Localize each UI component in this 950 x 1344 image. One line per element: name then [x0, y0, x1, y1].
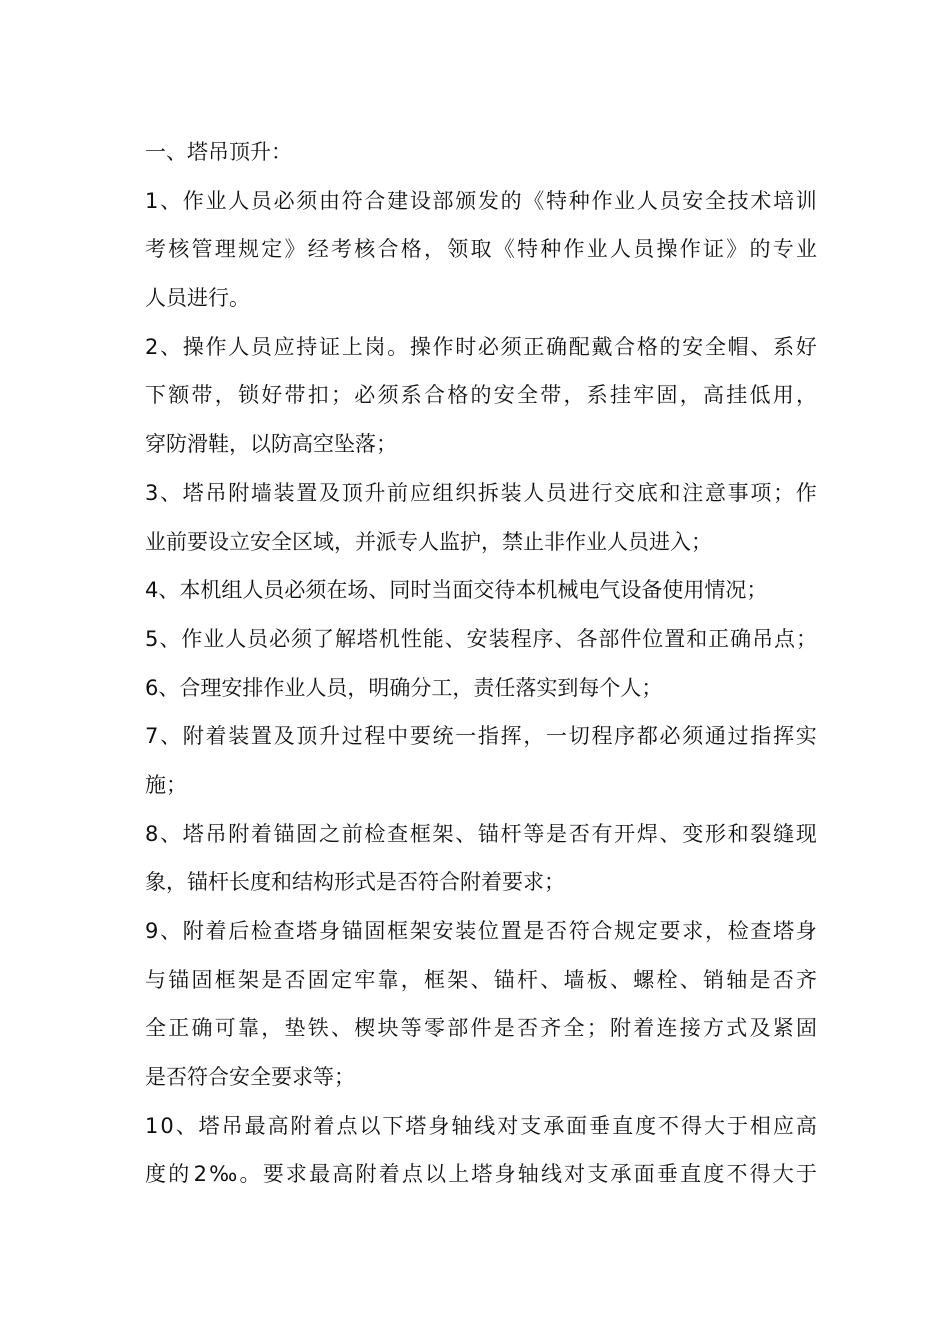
text-line: 1 0 、 塔 吊 最 高 附 着 点 以 下 塔 身 轴 线 对 支 承 面 垂 直 度 不 得 大 于 相 应 高 — [145, 1113, 817, 1138]
paragraph-lines — [145, 177, 817, 1199]
text-line: 是否符合安全要求等； — [145, 1065, 355, 1090]
section-heading: 一、塔吊顶升： — [145, 140, 292, 164]
text-line: 9 、 附 着 后 检 查 塔 身 锚 固 框 架 安 装 位 置 是 否 符 合 规 定 要 求 ， 检 查 塔 身 — [145, 919, 817, 943]
text-line: 人员进行。 — [145, 286, 250, 311]
text-line: 下 额 带 ， 锁 好 带 扣 ； 必 须 系 合 格 的 安 全 带 ， 系 挂 牢 固 ， 高 挂 低 用 ， — [145, 383, 817, 408]
text-line: 穿防滑鞋，以防高空坠落； — [145, 432, 397, 457]
text-line: 考 核 管 理 规 定 》 经 考 核 合 格 ， 领 取 《 特 种 作 业 人 员 操 作 证 》 的 专 业 — [145, 237, 817, 262]
text-line: 8 、 塔 吊 附 着 锚 固 之 前 检 查 框 架 、 锚 杆 等 是 否 有 开 焊 、 变 形 和 裂 缝 现 — [145, 821, 817, 846]
document-body — [145, 128, 817, 1199]
text-line: 度 的 2 ‰ 。 要 求 最 高 附 着 点 以 上 塔 身 轴 线 对 支 承 面 垂 直 度 不 得 大 于 — [145, 1162, 817, 1187]
text-line: 与 锚 固 框 架 是 否 固 定 牢 靠 ， 框 架 、 锚 杆 、 墙 板 、 螺 栓 、 销 轴 是 否 齐 — [145, 967, 817, 992]
text-line: 全 正 确 可 靠 ， 垫 铁 、 楔 块 等 零 部 件 是 否 齐 全 ； 附 着 连 接 方 式 及 紧 固 — [145, 1016, 817, 1041]
text-line: 3 、 塔 吊 附 墙 装 置 及 顶 升 前 应 组 织 拆 装 人 员 进 行 交 底 和 注 意 事 项 ； 作 — [145, 480, 817, 505]
text-line: 6、合理安排作业人员，明确分工，责任落实到每个人； — [145, 675, 663, 700]
text-line: 5 、 作 业 人 员 必 须 了 解 塔 机 性 能 、 安 装 程 序 、 各 部 件 位 置 和 正 确 吊 点 ； — [145, 626, 817, 651]
text-line: 2 、 操 作 人 员 应 持 证 上 岗 。 操 作 时 必 须 正 确 配 戴 合 格 的 安 全 帽 、 系 好 — [145, 334, 817, 359]
text-line: 象，锚杆长度和结构形式是否符合附着要求； — [145, 870, 565, 895]
text-line: 4、本机组人员必须在场、同时当面交待本机械电气设备使用情况； — [145, 578, 768, 603]
text-line: 施； — [145, 772, 187, 797]
text-line: 业前要设立安全区域，并派专人监护，禁止非作业人员进入； — [145, 529, 712, 554]
text-line: 7 、 附 着 装 置 及 顶 升 过 程 中 要 统 一 指 挥 ， 一 切 程 序 都 必 须 通 过 指 挥 实 — [145, 724, 817, 749]
text-line: 1 、 作 业 人 员 必 须 由 符 合 建 设 部 颁 发 的 《 特 种 作 业 人 员 安 全 技 术 培 训 — [145, 188, 817, 213]
